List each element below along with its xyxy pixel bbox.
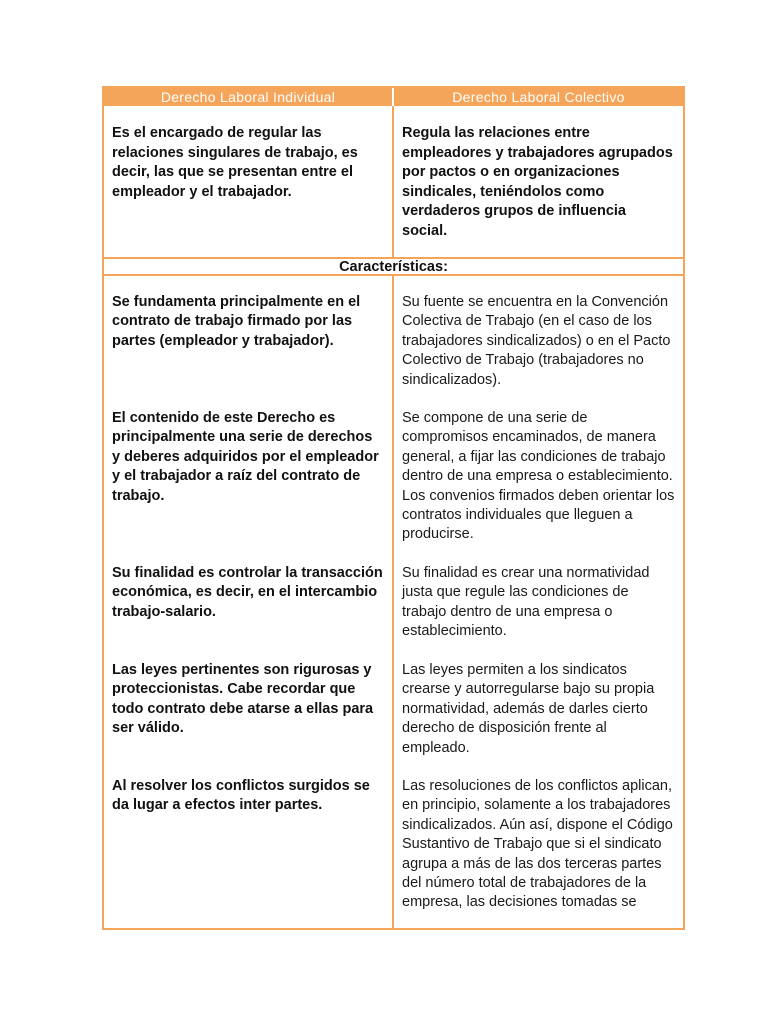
list-item: Las leyes permiten a los sindicatos crearse y autorregularse bajo su propia normatividad, además de darles cierto derecho de disposición frente al empleado.: [402, 662, 655, 756]
list-item: Se fundamenta principalmente en el contrato de trabajo firmado por las partes (empleador y trabajador).: [112, 294, 361, 349]
characteristics-row: [104, 259, 683, 276]
list-item: Su finalidad es crear una normatividad justa que regule las condiciones de trabajo dentro de una empresa o establecimiento.: [402, 565, 650, 640]
definition-individual: Es el encargado de regular las relaciones singulares de trabajo, es decir, las que se presentan entre el empleador y el trabajador.: [104, 106, 394, 257]
characteristics-label: Características:: [339, 259, 448, 275]
list-item: Las leyes pertinentes son rigurosas y proteccionistas. Cabe recordar que todo contrato debe atarse a ellas para ser válido.: [112, 662, 374, 737]
definition-row: [104, 106, 683, 259]
table-header-row: [104, 88, 683, 106]
characteristics-body-row: [104, 276, 683, 928]
header-colectivo: Derecho Laboral Colectivo: [452, 89, 625, 105]
comparison-table: [102, 86, 685, 930]
list-item: Las resoluciones de los conflictos aplican, en principio, solamente a los trabajadores sindicalizados. Aún así, dispone el Código Sustantivo de Trabajo que si el sindicato agrupa a más de las dos terceras partes del número total de trabajadores de la empresa, las decisiones tomadas se: [402, 778, 673, 911]
list-item: Se compone de una serie de compromisos encaminados, de manera general, a fijar las condiciones de trabajo dentro de una empresa o establecimiento. Los convenios firmados deben orientar los contratos individuales que lleguen a producirse.: [402, 410, 675, 543]
list-item: Su fuente se encuentra en la Convención Colectiva de Trabajo (en el caso de los trabajadores sindicalizados) o en el Pacto Colectivo de Trabajo (trabajadores no sindicalizados).: [402, 294, 671, 388]
list-item: Al resolver los conflictos surgidos se da lugar a efectos inter partes.: [112, 778, 370, 814]
definition-colectivo: Regula las relaciones entre empleadores y trabajadores agrupados por pactos o en organizaciones sindicales, teniéndolos como verdaderos grupos de influencia social.: [402, 125, 673, 239]
header-individual: Derecho Laboral Individual: [104, 88, 394, 106]
colectivo-characteristics: [394, 276, 683, 928]
individual-characteristics: [104, 276, 394, 928]
list-item: Su finalidad es controlar la transacción económica, es decir, en el intercambio trabajo-salario.: [112, 565, 383, 620]
list-item: El contenido de este Derecho es principalmente una serie de derechos y deberes adquiridos por el empleador y el trabajador a raíz del contrato de trabajo.: [112, 410, 379, 504]
